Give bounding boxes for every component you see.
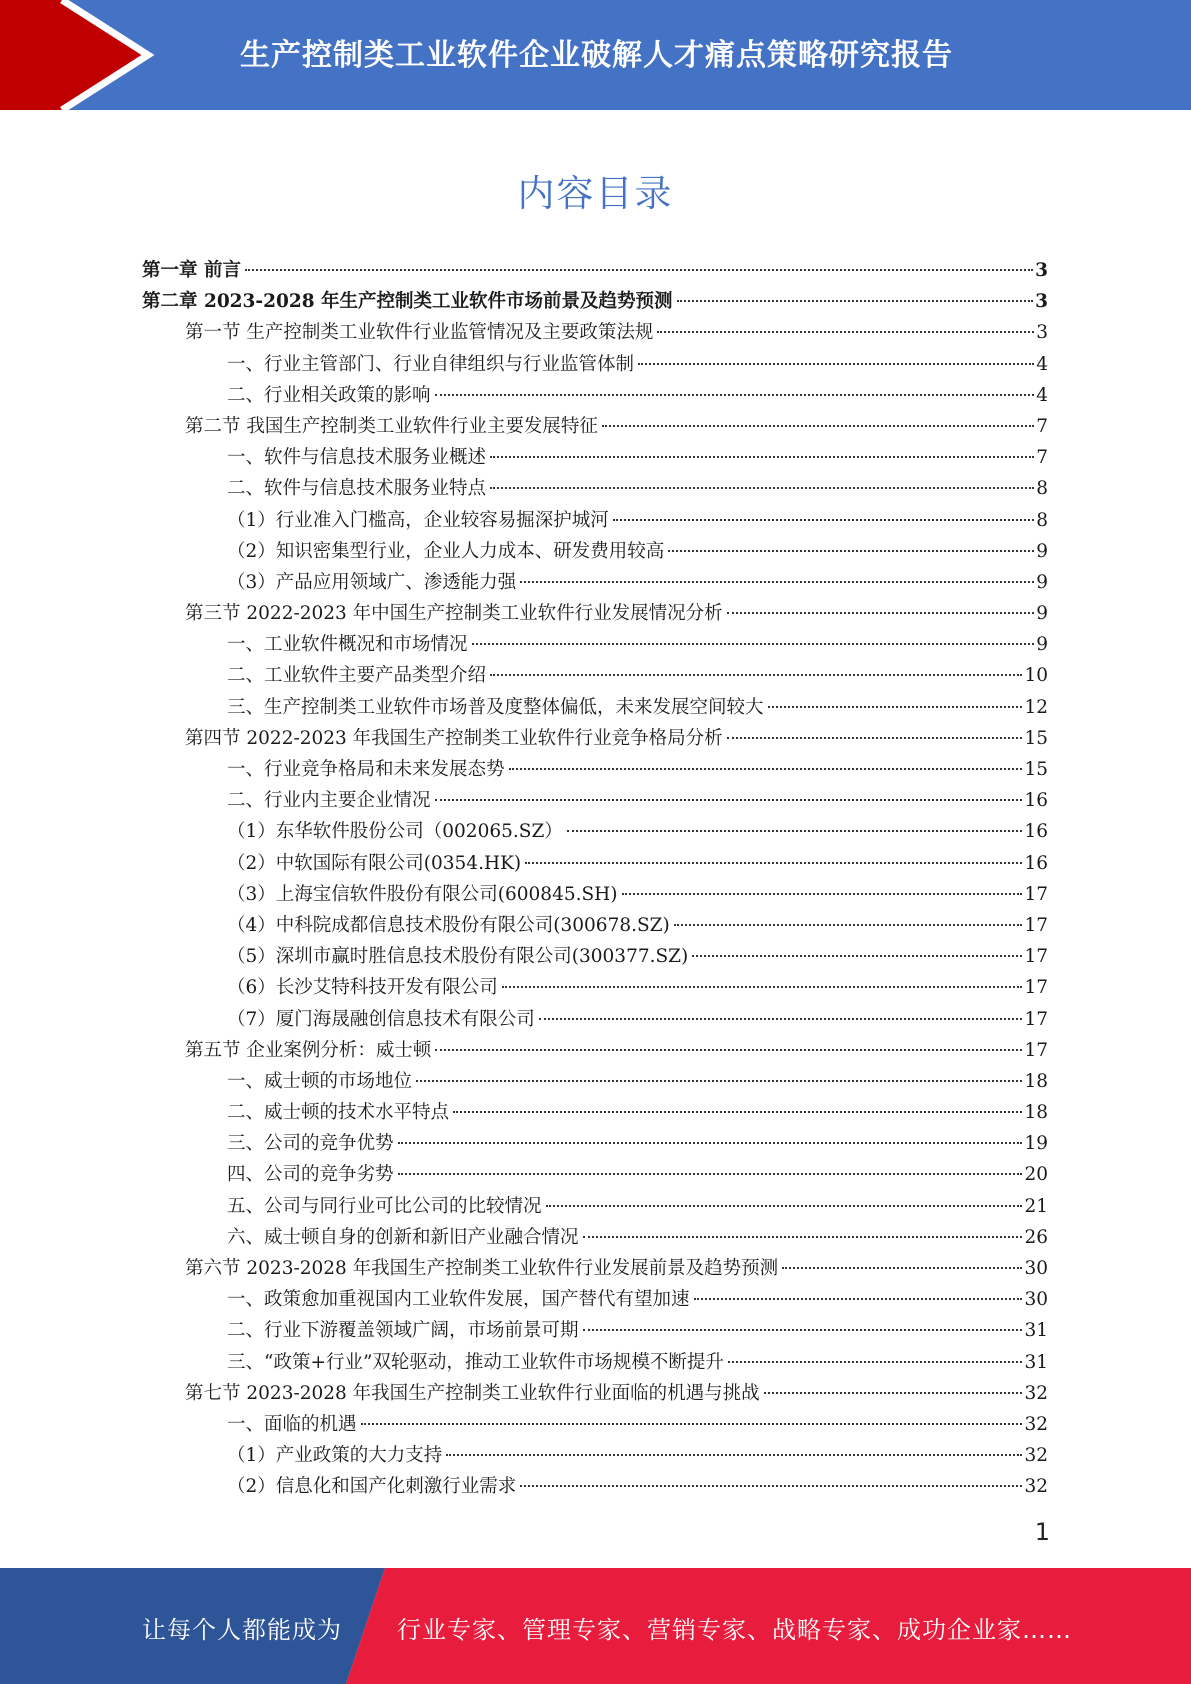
- toc-entry-title: （5）深圳市赢时胜信息技术股份有限公司(300377.SZ): [227, 946, 689, 968]
- toc-dot-leader: [602, 425, 1034, 427]
- toc-entry-page: 10: [1024, 665, 1048, 687]
- toc-dot-leader: [416, 1080, 1022, 1082]
- toc-dot-leader: [583, 1329, 1023, 1331]
- toc-entry-page: 32: [1024, 1476, 1048, 1498]
- toc-entry-title: 第六节 2023-2028 年我国生产控制类工业软件行业发展前景及趋势预测: [185, 1258, 779, 1279]
- toc-entry-page: 17: [1024, 883, 1048, 905]
- toc-dot-leader: [764, 1392, 1023, 1394]
- toc-dot-leader: [727, 612, 1035, 614]
- toc-dot-leader: [638, 363, 1034, 365]
- toc-entry[interactable]: [142, 1191, 1048, 1222]
- toc-entry[interactable]: [142, 629, 1048, 660]
- footer-slogan-right: 行业专家、管理专家、营销专家、战略专家、成功企业家……: [397, 1616, 1072, 1644]
- toc-entry-page: 12: [1024, 696, 1048, 718]
- toc-dot-leader: [435, 1049, 1022, 1051]
- toc-entry-title: （1）产业政策的大力支持: [227, 1445, 443, 1467]
- page-number: 1: [1034, 1518, 1050, 1546]
- toc-entry-page: 26: [1024, 1226, 1048, 1248]
- report-title: 生产控制类工业软件企业破解人才痛点策略研究报告: [240, 38, 953, 73]
- toc-entry-page: 32: [1024, 1382, 1048, 1404]
- toc-entry[interactable]: [142, 1409, 1048, 1440]
- toc-dot-leader: [728, 1361, 1023, 1363]
- toc-dot-leader: [677, 300, 1034, 302]
- toc-dot-leader: [622, 893, 1023, 895]
- toc-entry[interactable]: [142, 1159, 1048, 1190]
- toc-entry[interactable]: [142, 879, 1048, 910]
- toc-heading: 内容目录: [517, 172, 674, 215]
- toc-entry-page: 16: [1024, 821, 1048, 843]
- toc-entry[interactable]: [142, 1004, 1048, 1035]
- toc-entry-page: 9: [1036, 571, 1048, 593]
- toc-entry-page: 18: [1024, 1070, 1048, 1092]
- toc-dot-leader: [539, 1018, 1023, 1020]
- toc-entry-page: 32: [1024, 1413, 1048, 1435]
- toc-dot-leader: [435, 799, 1023, 801]
- footer-band: [0, 1568, 1191, 1684]
- toc-entry[interactable]: [142, 536, 1048, 567]
- toc-entry-title: 三、公司的竞争优势: [227, 1133, 394, 1155]
- toc-dot-leader: [435, 394, 1035, 396]
- toc-entry[interactable]: [142, 349, 1048, 380]
- toc-entry-page: 17: [1024, 977, 1048, 999]
- toc-entry[interactable]: [142, 1284, 1048, 1315]
- toc-entry[interactable]: [142, 567, 1048, 598]
- toc-entry-title: 第七节 2023-2028 年我国生产控制类工业软件行业面临的机遇与挑战: [185, 1382, 760, 1404]
- toc-entry[interactable]: [142, 1222, 1048, 1253]
- toc-entry-title: 二、工业软件主要产品类型介绍: [227, 665, 487, 687]
- toc-entry-title: 五、公司与同行业可比公司的比较情况: [227, 1195, 542, 1217]
- header-band: [0, 0, 1191, 110]
- toc-entry-title: （7）厦门海晟融创信息技术有限公司: [227, 1008, 535, 1030]
- toc-dot-leader: [583, 1236, 1023, 1238]
- toc-entry-title: （2）中软国际有限公司(0354.HK): [227, 852, 522, 874]
- toc-entry-page: 17: [1024, 914, 1048, 936]
- toc-entry-page: 4: [1036, 384, 1048, 406]
- toc-entry[interactable]: [142, 785, 1048, 816]
- toc-entry-page: 15: [1024, 727, 1048, 749]
- toc-entry[interactable]: [142, 1315, 1048, 1346]
- toc-entry[interactable]: [142, 411, 1048, 442]
- toc-dot-leader: [245, 269, 1033, 271]
- toc-entry[interactable]: [142, 473, 1048, 504]
- toc-dot-leader: [782, 1267, 1022, 1269]
- toc-entry[interactable]: [142, 660, 1048, 691]
- toc-entry-page: 16: [1024, 790, 1048, 812]
- toc-entry[interactable]: [142, 1097, 1048, 1128]
- toc-entry-title: （2）知识密集型行业，企业人力成本、研发费用较高: [227, 540, 665, 562]
- toc-entry-title: 一、面临的机遇: [227, 1413, 357, 1435]
- toc-dot-leader: [472, 643, 1035, 645]
- toc-entry-title: 三、生产控制类工业软件市场普及度整体偏低，未来发展空间较大: [227, 696, 764, 718]
- toc-entry[interactable]: [142, 692, 1048, 723]
- toc-dot-leader: [453, 1111, 1022, 1113]
- toc-entry-title: 六、威士顿自身的创新和新旧产业融合情况: [227, 1226, 579, 1248]
- toc-entry-page: 21: [1024, 1195, 1048, 1217]
- toc-entry-title: 一、威士顿的市场地位: [227, 1070, 413, 1092]
- toc-entry-page: 8: [1036, 509, 1048, 531]
- toc-entry-page: 9: [1036, 603, 1048, 625]
- toc-entry-title: （2）信息化和国产化刺激行业需求: [227, 1476, 517, 1498]
- toc-entry-title: 三、“政策+行业”双轮驱动，推动工业软件市场规模不断提升: [227, 1351, 724, 1373]
- toc-entry-title: 二、行业内主要企业情况: [227, 790, 431, 812]
- toc-entry[interactable]: [142, 598, 1048, 629]
- toc-entry-title: 第一节 生产控制类工业软件行业监管情况及主要政策法规: [185, 322, 654, 344]
- toc-entry-title: 一、政策愈加重视国内工业软件发展，国产替代有望加速: [227, 1289, 690, 1311]
- toc-entry[interactable]: [142, 1378, 1048, 1409]
- toc-entry[interactable]: [142, 941, 1048, 972]
- toc-entry-page: 3: [1035, 291, 1048, 313]
- toc-entry[interactable]: [142, 910, 1048, 941]
- toc-entry-title: 一、行业竞争格局和未来发展态势: [227, 759, 505, 780]
- toc-entry-page: 17: [1024, 1039, 1048, 1061]
- toc-dot-leader: [694, 1298, 1023, 1300]
- toc-entry-page: 3: [1035, 260, 1048, 281]
- toc-entry[interactable]: [142, 442, 1048, 473]
- toc-entry-title: 四、公司的竞争劣势: [227, 1164, 394, 1186]
- toc-dot-leader: [567, 830, 1023, 832]
- toc-entry-page: 30: [1024, 1289, 1048, 1311]
- toc-entry-page: 7: [1036, 447, 1048, 469]
- toc-dot-leader: [613, 519, 1034, 521]
- toc-dot-leader: [674, 924, 1023, 926]
- toc-entry[interactable]: [142, 286, 1048, 317]
- toc-entry-page: 16: [1024, 852, 1048, 874]
- toc-entry[interactable]: [142, 1128, 1048, 1159]
- toc-entry-title: （6）长沙艾特科技开发有限公司: [227, 977, 498, 999]
- toc-entry-page: 17: [1024, 1008, 1048, 1030]
- toc-entry-page: 3: [1036, 322, 1048, 344]
- toc-entry[interactable]: [142, 1253, 1048, 1284]
- toc-entry-page: 31: [1024, 1351, 1048, 1373]
- toc-entry[interactable]: [142, 505, 1048, 536]
- toc-entry[interactable]: [142, 1440, 1048, 1471]
- toc-dot-leader: [398, 1142, 1023, 1144]
- table-of-contents: [142, 255, 1048, 1503]
- toc-entry-page: 9: [1036, 634, 1048, 656]
- toc-dot-leader: [520, 581, 1034, 583]
- toc-dot-leader: [509, 768, 1023, 770]
- toc-entry-page: 32: [1024, 1445, 1048, 1467]
- toc-entry-title: （3）产品应用领域广、渗透能力强: [227, 571, 517, 593]
- toc-entry[interactable]: [142, 848, 1048, 879]
- toc-dot-leader: [490, 487, 1034, 489]
- toc-entry[interactable]: [142, 972, 1048, 1003]
- toc-entry-title: 二、行业相关政策的影响: [227, 384, 431, 406]
- toc-dot-leader: [361, 1423, 1023, 1425]
- toc-entry-page: 20: [1024, 1164, 1048, 1186]
- toc-dot-leader: [768, 706, 1023, 708]
- toc-dot-leader: [490, 456, 1034, 458]
- toc-entry-title: （4）中科院成都信息技术股份有限公司(300678.SZ): [227, 914, 670, 936]
- toc-dot-leader: [446, 1454, 1022, 1456]
- toc-dot-leader: [502, 986, 1023, 988]
- toc-entry-title: （1）行业准入门槛高，企业较容易掘深护城河: [227, 509, 609, 531]
- toc-entry-title: 第一章 前言: [142, 260, 241, 281]
- toc-dot-leader: [657, 331, 1034, 333]
- toc-entry-title: 二、软件与信息技术服务业特点: [227, 478, 487, 500]
- toc-dot-leader: [525, 862, 1022, 864]
- toc-entry[interactable]: [142, 255, 1048, 286]
- toc-entry-page: 4: [1036, 353, 1048, 375]
- toc-entry-page: 30: [1024, 1258, 1048, 1279]
- toc-entry[interactable]: [142, 317, 1048, 348]
- toc-entry[interactable]: [142, 1471, 1048, 1502]
- toc-dot-leader: [398, 1173, 1023, 1175]
- toc-entry-title: 第五节 企业案例分析：威士顿: [185, 1039, 432, 1061]
- toc-entry-page: 19: [1024, 1133, 1048, 1155]
- toc-entry-page: 31: [1024, 1320, 1048, 1342]
- toc-dot-leader: [692, 955, 1022, 957]
- toc-entry-page: 7: [1036, 415, 1048, 437]
- toc-entry-title: 一、工业软件概况和市场情况: [227, 634, 468, 656]
- toc-entry-page: 9: [1036, 540, 1048, 562]
- toc-entry-page: 17: [1024, 946, 1048, 968]
- footer-slogan-left: 让每个人都能成为: [142, 1616, 342, 1644]
- header-arrow-icon: [0, 0, 160, 110]
- toc-entry-page: 18: [1024, 1102, 1048, 1124]
- toc-entry-title: 一、行业主管部门、行业自律组织与行业监管体制: [227, 353, 635, 375]
- toc-entry[interactable]: [142, 1347, 1048, 1378]
- toc-entry-title: 一、软件与信息技术服务业概述: [227, 447, 487, 469]
- toc-dot-leader: [727, 737, 1023, 739]
- toc-entry-title: 第二节 我国生产控制类工业软件行业主要发展特征: [185, 415, 598, 437]
- toc-entry[interactable]: [142, 723, 1048, 754]
- toc-entry-title: 二、行业下游覆盖领域广阔，市场前景可期: [227, 1320, 579, 1342]
- toc-entry[interactable]: [142, 380, 1048, 411]
- toc-entry-title: 第四节 2022-2023 年我国生产控制类工业软件行业竞争格局分析: [185, 727, 723, 749]
- toc-dot-leader: [490, 674, 1022, 676]
- toc-entry-page: 15: [1024, 759, 1048, 780]
- toc-entry-page: 8: [1036, 478, 1048, 500]
- toc-entry-title: （3）上海宝信软件股份有限公司(600845.SH): [227, 883, 618, 905]
- toc-entry-title: 二、威士顿的技术水平特点: [227, 1102, 450, 1124]
- toc-entry[interactable]: [142, 754, 1048, 785]
- toc-entry-title: 第三节 2022-2023 年中国生产控制类工业软件行业发展情况分析: [185, 603, 723, 625]
- toc-entry[interactable]: [142, 1066, 1048, 1097]
- toc-entry[interactable]: [142, 816, 1048, 847]
- toc-dot-leader: [668, 550, 1034, 552]
- toc-dot-leader: [546, 1205, 1023, 1207]
- toc-entry[interactable]: [142, 1035, 1048, 1066]
- toc-dot-leader: [520, 1485, 1022, 1487]
- toc-entry-title: 第二章 2023-2028 年生产控制类工业软件市场前景及趋势预测: [142, 291, 673, 313]
- toc-entry-title: （1）东华软件股份公司（002065.SZ）: [227, 821, 563, 843]
